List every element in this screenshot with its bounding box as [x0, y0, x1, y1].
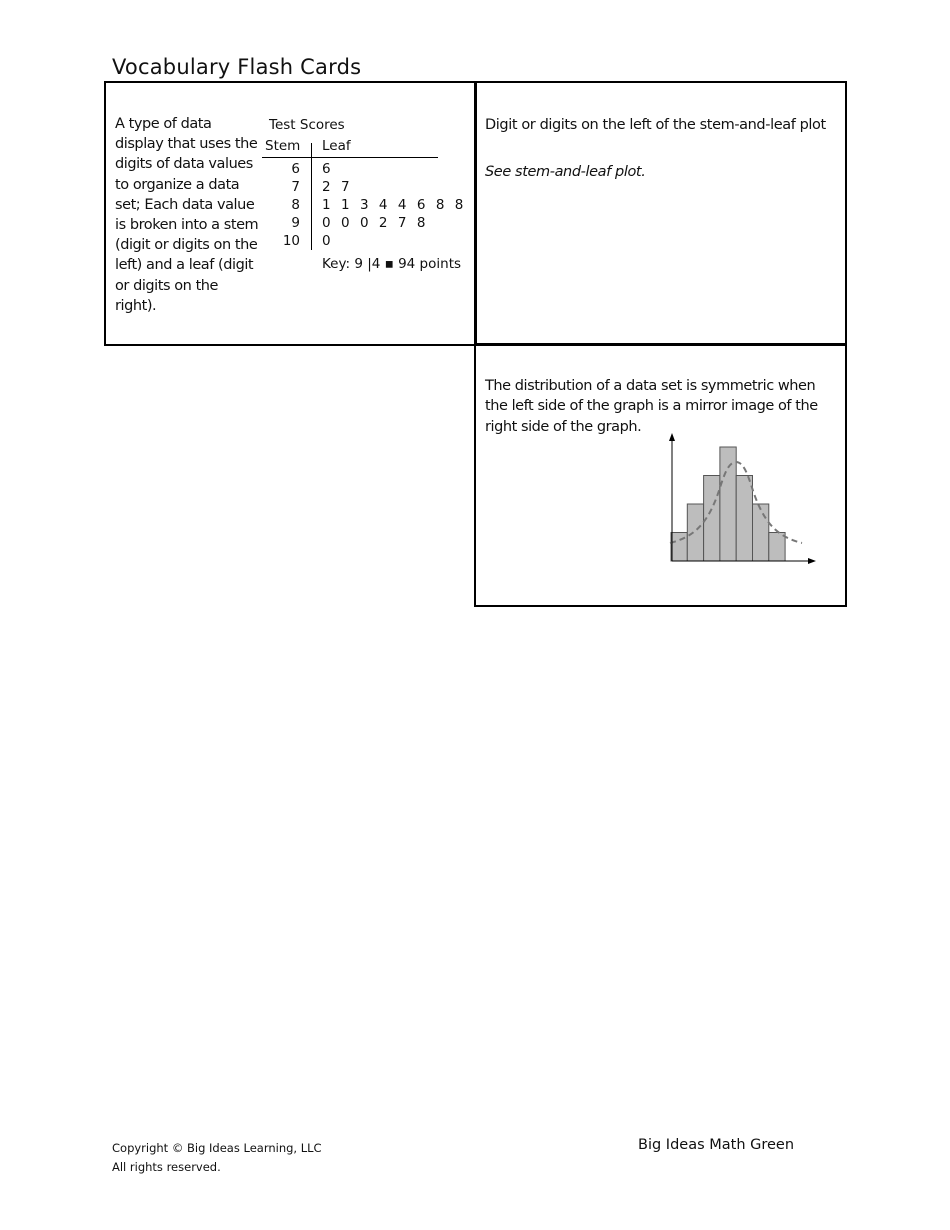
stem-value: 10 — [282, 233, 300, 249]
flash-card-stem-and-leaf-plot — [104, 81, 477, 346]
histogram-bar — [736, 476, 752, 562]
leaf-values: 2 7 — [322, 179, 351, 195]
leaf-values: 1 1 3 4 4 6 8 8 — [322, 197, 464, 213]
stem-value: 6 — [291, 161, 300, 177]
brand-name: Big Ideas Math Green — [638, 1137, 795, 1153]
page-title: Vocabulary Flash Cards — [112, 55, 362, 79]
histogram-bars — [671, 447, 785, 561]
flash-card-stem — [474, 81, 847, 346]
stem-header: Stem — [265, 138, 301, 154]
plot-key: Key: 9 |4 ▪ 94 points — [322, 256, 462, 272]
leaf-header: Leaf — [322, 138, 351, 154]
leaf-values: 0 0 0 2 7 8 — [322, 215, 427, 231]
definition-text: A type of data display that uses the digits of data values to organize a data set; Each data value is broken into a stem (digit or digits on the left) and a leaf (digit or digits on the right). — [115, 116, 259, 314]
leaf-values: 0 — [322, 233, 332, 249]
plot-title: Test Scores — [269, 117, 345, 133]
see-also-text: See stem-and-leaf plot. — [485, 164, 646, 180]
stem-value: 7 — [291, 179, 300, 195]
leaf-values: 6 — [322, 161, 332, 177]
histogram-bar — [720, 447, 736, 561]
histogram-bar — [671, 533, 687, 562]
definition-text: Digit or digits on the left of the stem-and-leaf plot — [485, 117, 826, 133]
histogram-bar — [753, 504, 769, 561]
y-axis-arrow — [669, 433, 675, 441]
stem-and-leaf-plot — [262, 117, 472, 287]
stem-leaf-divider — [311, 143, 312, 250]
definition-text: The distribution of a data set is symmetric when the left side of the graph is a mirror image of the right side of the graph. — [485, 378, 818, 435]
copyright-line: Copyright © Big Ideas Learning, LLC — [112, 1141, 322, 1155]
flash-card-symmetric — [474, 343, 847, 607]
copyright — [112, 1139, 322, 1177]
stem-value: 9 — [291, 215, 300, 231]
histogram-bar — [769, 533, 785, 562]
stem-value: 8 — [291, 197, 300, 213]
x-axis-arrow — [808, 558, 816, 564]
symmetric-histogram — [664, 429, 824, 569]
histogram-bar — [687, 504, 703, 561]
rights-line: All rights reserved. — [112, 1160, 221, 1174]
header-divider — [262, 157, 438, 158]
